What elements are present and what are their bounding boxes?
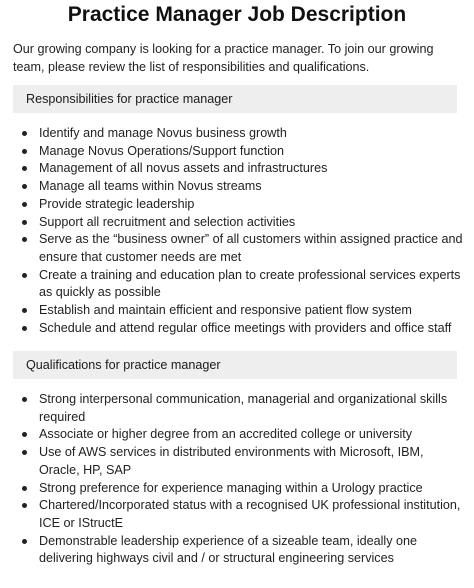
bullet-icon [22, 539, 27, 544]
page-title: Practice Manager Job Description [67, 3, 407, 26]
bullet-icon [22, 273, 27, 278]
list-item: Establish and maintain efficient and responsive patient flow system [0, 302, 474, 320]
bullet-icon [22, 202, 27, 207]
bullet-icon [22, 503, 27, 508]
intro-paragraph: Our growing company is looking for a practice manager. To join our growing team, please review the list of responsibilities and qualifications. [13, 42, 434, 74]
list-item: Chartered/Incorporated status with a recognised UK professional institution, ICE or IStructE [0, 497, 474, 532]
list-item: Strong preference for experience managing within a Urology practice [0, 480, 474, 498]
list-item: Schedule and attend regular office meetings with providers and office staff [0, 320, 474, 338]
bullet-icon [22, 149, 27, 154]
list-item: Strong interpersonal communication, managerial and organizational skills required [0, 391, 474, 426]
list-item: Manage Novus Operations/Support function [0, 143, 474, 161]
list-item: Support all recruitment and selection activities [0, 214, 474, 232]
bullet-icon [22, 308, 27, 313]
bullet-icon [22, 237, 27, 242]
list-item: Use of AWS services in distributed environments with Microsoft, IBM, Oracle, HP, SAP [0, 444, 474, 479]
bullet-icon [22, 486, 27, 491]
list-item: Identify and manage Novus business growth [0, 125, 474, 143]
responsibilities-list [0, 125, 474, 337]
list-item: Serve as the “business owner” of all customers within assigned practice and ensure that customer needs are met [0, 231, 474, 266]
list-item: Manage all teams within Novus streams [0, 178, 474, 196]
list-item: Provide strategic leadership [0, 196, 474, 214]
bullet-icon [22, 220, 27, 225]
bullet-icon [22, 326, 27, 331]
bullet-icon [22, 432, 27, 437]
bullet-icon [22, 397, 27, 402]
qualifications-heading: Qualifications for practice manager [13, 351, 457, 379]
bullet-icon [22, 166, 27, 171]
bullet-icon [22, 131, 27, 136]
list-item: Demonstrable leadership experience of a sizeable team, ideally one delivering highways civil and / or structural engineering services [0, 533, 474, 568]
qualifications-list [0, 391, 474, 568]
list-item: Associate or higher degree from an accredited college or university [0, 426, 474, 444]
responsibilities-heading: Responsibilities for practice manager [13, 85, 457, 113]
bullet-icon [22, 184, 27, 189]
bullet-icon [22, 450, 27, 455]
list-item: Management of all novus assets and infrastructures [0, 160, 474, 178]
list-item: Create a training and education plan to create professional services experts as quickly as possible [0, 267, 474, 302]
